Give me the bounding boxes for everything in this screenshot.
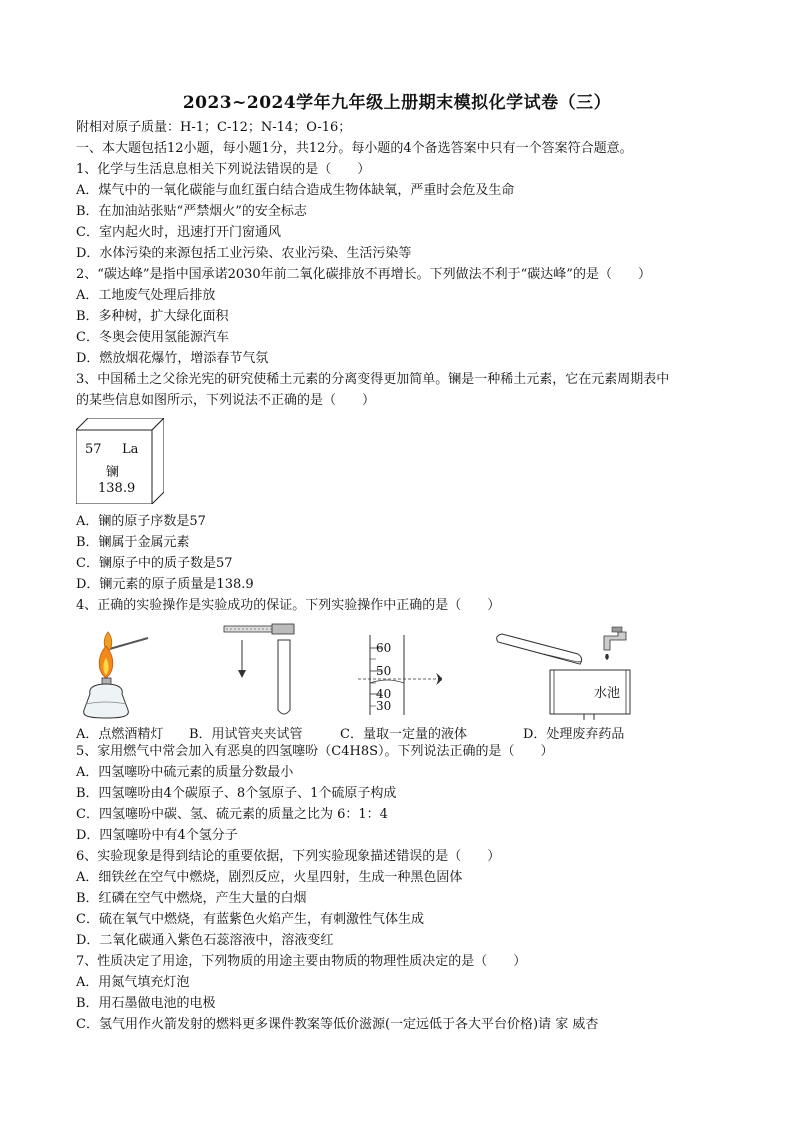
q4-caption-d: D．处理废弃药品 — [523, 727, 625, 742]
sink-label: 水池 — [594, 686, 621, 701]
q4-stem: 4、正确的实验操作是实验成功的保证。下列实验操作中正确的是（ ） — [76, 598, 501, 613]
q1-option-b: B．在加油站张贴“严禁烟火”的安全标志 — [76, 204, 307, 219]
q6-option-d: D．二氧化碳通入紫色石蕊溶液中，溶液变红 — [76, 933, 334, 948]
q3-stem-line1: 3、中国稀土之父徐光宪的研究使稀土元素的分离变得更加简单。镧是一种稀土元素，它在元素周期表中 — [76, 372, 670, 387]
sink-disposal-figure — [494, 624, 634, 720]
q6-option-a: A．细铁丝在空气中燃烧，剧烈反应，火星四射，生成一种黑色固体 — [76, 870, 463, 885]
q2-option-c: C．冬奥会使用氢能源汽车 — [76, 330, 229, 345]
tick-30: 30 — [376, 699, 392, 713]
element-card-lanthanum — [76, 418, 164, 504]
q4-caption-c: C．量取一定量的液体 — [340, 727, 467, 742]
element-name: 镧 — [106, 465, 120, 480]
q7-option-c: C．氢气用作火箭发射的燃料更多课件教案等低价滋源(一定远低于各大平台价格)请 家 威杏 — [76, 1017, 599, 1032]
q5-option-c: C．四氢噻吩中碳、氢、硫元素的质量之比为 6：1：4 — [76, 807, 388, 822]
q3-option-d: D．镧元素的原子质量是138.9 — [76, 577, 254, 592]
q1-option-d: D．水体污染的来源包括工业污染、农业污染、生活污染等 — [76, 246, 412, 261]
q2-option-b: B．多种树，扩大绿化面积 — [76, 309, 229, 324]
graduated-cylinder-figure — [356, 633, 456, 715]
alcohol-lamp-figure — [78, 628, 160, 720]
q6-stem: 6、实验现象是得到结论的重要依据，下列实验现象描述错误的是（ ） — [76, 849, 501, 864]
atomic-mass-note: 附相对原子质量：H-1；C-12；N-14；O-16； — [76, 120, 352, 135]
q2-stem: 2、“碳达峰”是指中国承诺2030年前二氧化碳排放不再增长。下列做法不利于“碳达峰”的是（ ） — [76, 267, 651, 282]
element-number: 57 — [85, 442, 102, 457]
tick-60: 60 — [376, 641, 392, 655]
element-symbol: La — [122, 442, 139, 457]
q5-stem: 5、家用燃气中常会加入有恶臭的四氢噻吩（C4H8S）。下列说法正确的是（ ） — [76, 744, 554, 759]
q5-option-d: D．四氢噻吩中有4个氢分子 — [76, 828, 238, 843]
q2-option-a: A．工地废气处理后排放 — [76, 288, 216, 303]
q6-option-b: B．红磷在空气中燃烧，产生大量的白烟 — [76, 891, 307, 906]
q4-caption-a: A．点燃酒精灯 — [76, 727, 164, 742]
sink-drawing — [494, 624, 634, 720]
q5-option-b: B．四氢噻吩由4个碳原子、8个氢原子、1个硫原子构成 — [76, 786, 397, 801]
q1-stem: 1、化学与生活息息相关下列说法错误的是（ ） — [76, 162, 371, 177]
q4-caption-b: B．用试管夹夹试管 — [189, 727, 303, 742]
q3-option-c: C．镧原子中的质子数是57 — [76, 556, 233, 571]
q6-option-c: C．硫在氧气中燃烧，有蓝紫色火焰产生，有刺激性气体生成 — [76, 912, 424, 927]
exam-title: 2023~2024学年九年级上册期末模拟化学试卷（三） — [182, 93, 612, 113]
element-mass: 138.9 — [98, 481, 136, 496]
q7-option-a: A．用氮气填充灯泡 — [76, 975, 190, 990]
cylinder-drawing — [356, 633, 456, 715]
test-tube-holder-figure — [222, 622, 304, 718]
tick-40: 40 — [376, 687, 392, 701]
section-instructions: 一、本大题包括12小题，每小题1分，共12分。每小题的4个备选答案中只有一个答案符合题意。 — [76, 141, 633, 156]
q1-option-a: A．煤气中的一氧化碳能与血红蛋白结合造成生物体缺氧，严重时会危及生命 — [76, 183, 515, 198]
tick-50: 50 — [376, 664, 392, 678]
q7-option-b: B．用石墨做电池的电极 — [76, 996, 216, 1011]
q2-option-d: D．燃放烟花爆竹，增添春节气氛 — [76, 351, 269, 366]
q3-stem-line2: 的某些信息如图所示，下列说法不正确的是（ ） — [76, 393, 376, 408]
q1-option-c: C．室内起火时，迅速打开门窗通风 — [76, 225, 281, 240]
q3-option-a: A．镧的原子序数是57 — [76, 514, 206, 529]
q5-option-a: A．四氢噻吩中硫元素的质量分数最小 — [76, 765, 294, 780]
q3-option-b: B．镧属于金属元素 — [76, 535, 190, 550]
q7-stem: 7、性质决定了用途，下列物质的用途主要由物质的物理性质决定的是（ ） — [76, 954, 527, 969]
